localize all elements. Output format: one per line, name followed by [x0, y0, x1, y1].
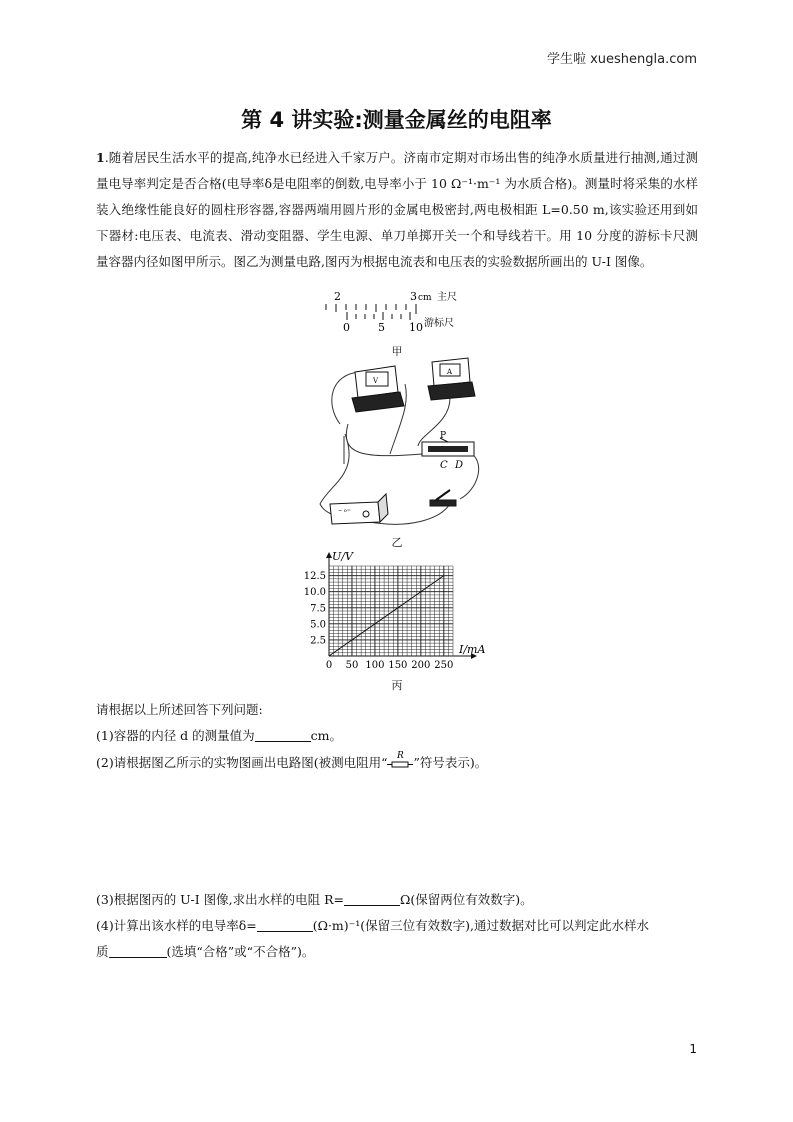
- answer-blank-1[interactable]: [255, 727, 311, 742]
- label-d: D: [455, 460, 464, 471]
- vernier-caliper-figure: [320, 288, 480, 338]
- questions-prompt: 请根据以上所述回答下列问题:: [96, 702, 263, 717]
- x-tick-label: 50: [345, 660, 359, 670]
- svg-text:A: A: [447, 368, 453, 376]
- y-tick-label: 5.0: [310, 619, 326, 631]
- question-4-cont: [96, 939, 314, 965]
- vernier-scale-name: 游标尺: [424, 318, 454, 329]
- problem-text: .随着居民生活水平的提高,纯净水已经进入千家万户。济南市定期对市场出售的纯净水质量进行抽测,通过测量电导率判定是否合格(电导率δ是电阻率的倒数,电导率小于 10 Ω⁻¹·m⁻¹ 为水质合格)。测量时将采集的水样装入绝缘性能良好的圆柱形容器,容器两端用圆片形的金属电极密封,两电极相距 L=0.50 m,该实验还用到如下器材:电压表、电流表、滑动变阻器、学生电源、单刀单掷开关一个和导线若干。用 10 分度的游标卡尺测量容器内径如图甲所示。图乙为测量电路,图丙为根据电流表和电压表的实验数据所画出的 U-I 图像。: [96, 150, 698, 269]
- answer-blank-3[interactable]: [344, 891, 400, 906]
- x-tick-label: 100: [365, 660, 385, 670]
- chart-series: [329, 576, 444, 656]
- y-tick-label: 2.5: [310, 635, 326, 647]
- power-supply-icon: [330, 494, 388, 524]
- vernier-scale-ticks: [347, 312, 410, 320]
- page-title: 第 4 讲实验:测量金属丝的电阻率: [241, 108, 552, 132]
- main-scale-unit: cm: [418, 293, 432, 303]
- x-tick-label: 150: [388, 660, 408, 670]
- figure-caption-yi: 乙: [391, 536, 403, 549]
- answer-blank-4a[interactable]: [257, 917, 313, 932]
- question-4-cont-text: 质: [96, 944, 109, 959]
- figure-caption-jia: 甲: [391, 345, 403, 358]
- question-3-unit: Ω(保留两位有效数字)。: [399, 892, 533, 907]
- x-tick-label: 0: [325, 660, 333, 670]
- problem-intro: [96, 145, 698, 275]
- svg-text:V: V: [373, 377, 379, 385]
- voltmeter-icon: [352, 366, 404, 412]
- vernier-label-0: 0: [343, 321, 350, 334]
- y-axis-label: U/V: [332, 550, 353, 563]
- y-tick-label: 10.0: [303, 587, 326, 599]
- resistor-symbol-icon: [387, 749, 413, 773]
- question-1: [96, 723, 342, 749]
- y-tick-label: 7.5: [310, 603, 326, 615]
- figure-caption-bing: 丙: [391, 679, 403, 692]
- vernier-label-10: 10: [409, 321, 423, 334]
- question-4-unit: (Ω·m)⁻¹(保留三位有效数字),通过数据对比可以判定此水样水: [312, 918, 649, 933]
- problem-number: 1: [96, 150, 105, 165]
- question-4: [96, 913, 649, 939]
- ammeter-icon: [428, 358, 475, 400]
- x-tick-label: 250: [434, 660, 454, 670]
- water-container-icon: [422, 438, 474, 456]
- physical-circuit-figure: [300, 354, 500, 530]
- page-number: 1: [689, 1042, 697, 1056]
- label-c: C: [440, 460, 448, 471]
- u-i-chart: [296, 550, 506, 670]
- main-scale-label-2: 2: [334, 290, 341, 303]
- site-watermark: 学生啦 xueshengla.com: [546, 52, 697, 67]
- question-4-text: (4)计算出该水样的电导率δ=: [96, 918, 257, 933]
- svg-text:~ o=: ~ o=: [338, 508, 351, 514]
- vernier-label-5: 5: [378, 321, 385, 334]
- question-2-text: (2)请根据图乙所示的实物图画出电路图(被测电阻用“: [96, 755, 388, 770]
- main-scale-ticks: [326, 304, 416, 314]
- x-axis-label: I/mA: [459, 643, 486, 656]
- data-line: [329, 576, 444, 656]
- y-tick-label: 12.5: [303, 571, 326, 583]
- question-4-tail: (选填“合格”或“不合格”)。: [166, 944, 315, 959]
- main-scale-label-3: 3: [410, 290, 417, 303]
- switch-icon: [430, 490, 456, 506]
- question-1-unit: cm。: [310, 728, 343, 743]
- question-3: [96, 887, 533, 913]
- x-tick-label: 200: [411, 660, 431, 670]
- question-1-text: (1)容器的内径 d 的测量值为: [96, 728, 255, 743]
- answer-blank-4b[interactable]: [109, 943, 167, 958]
- label-p: P: [440, 431, 447, 441]
- svg-text:R: R: [397, 751, 405, 761]
- question-2: [96, 749, 487, 776]
- question-2-tail: ”符号表示)。: [413, 755, 488, 770]
- main-scale-name: 主尺: [437, 292, 457, 303]
- question-3-text: (3)根据图丙的 U-I 图像,求出水样的电阻 R=: [96, 892, 344, 907]
